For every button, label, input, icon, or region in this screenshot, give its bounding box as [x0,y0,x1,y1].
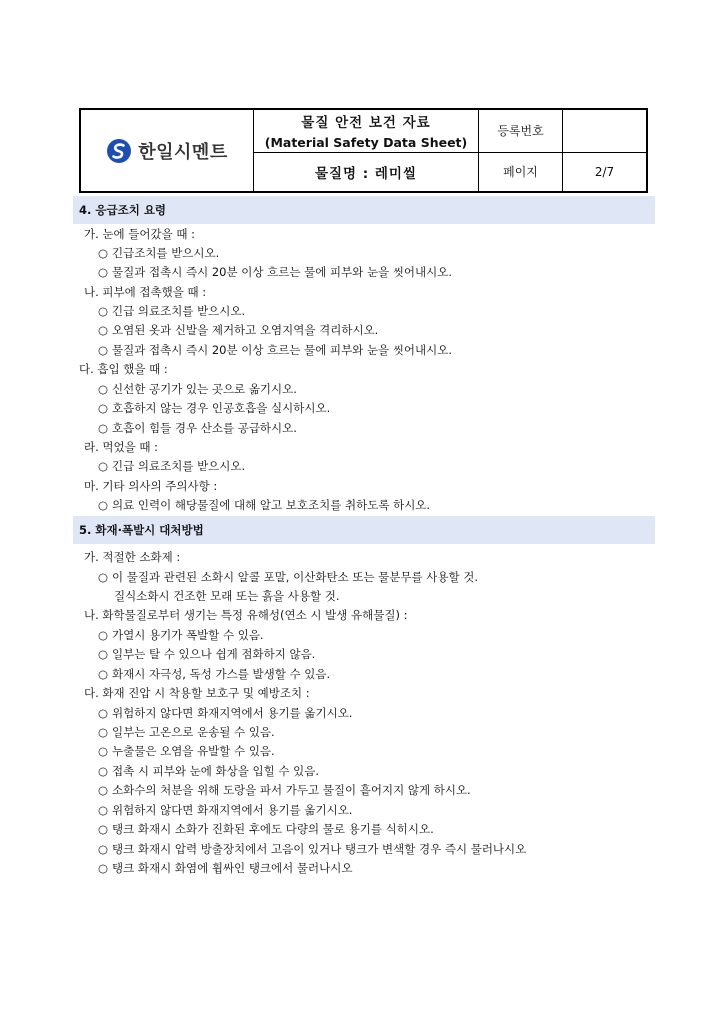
list-item: ○ 긴급 의료조치를 받으시오. [98,304,246,318]
bullet-icon: ○ [98,764,109,778]
list-item: ○ 오염된 옷과 신발을 제거하고 오염지역을 격리하시오. [98,323,379,337]
bullet-icon: ○ [98,647,109,661]
group-label: 마. 기타 의사의 주의사항 : [84,479,218,493]
page-label: 페이지 [479,152,563,192]
list-item: ○ 긴급조치를 받으시오. [98,246,220,260]
bullet-icon: ○ [98,783,109,797]
list-item: ○ 탱크 화재시 압력 방출장치에서 고음이 있거나 탱크가 변색할 경우 즉시 물러나시오 [98,842,527,856]
bullet-icon: ○ [98,304,109,318]
group-label: 다. 흡입 했을 때 : [79,362,168,376]
material-name-cell [254,152,479,192]
list-item: ○ 물질과 접촉시 즉시 20분 이상 흐르는 물에 피부와 눈을 씻어내시오. [98,265,453,279]
company-logo-icon [106,138,132,164]
list-item: ○ 가열시 용기가 폭발할 수 있음. [98,628,264,642]
material-name: 물질명 : 레미씰 [314,165,418,182]
bullet-icon: ○ [98,498,109,512]
msds-header-table [79,108,648,193]
bullet-icon: ○ [98,706,109,720]
list-item: ○ 호흡하지 않는 경우 인공호흡을 실시하시오. [98,401,331,415]
bullet-icon: ○ [98,744,109,758]
list-item-continuation: 질식소화시 건조한 모래 또는 흙을 사용할 것. [114,589,340,603]
bullet-icon: ○ [98,861,109,875]
list-item: ○ 긴급 의료조치를 받으시오. [98,459,246,473]
bullet-icon: ○ [98,401,109,415]
list-item: ○ 신선한 공기가 있는 곳으로 옮기시오. [98,382,297,396]
bullet-icon: ○ [98,323,109,337]
reg-number-value [563,109,648,152]
group-label: 가. 눈에 들어갔을 때 : [84,227,196,241]
group-label: 라. 먹었을 때 : [84,440,159,454]
list-item: ○ 위험하지 않다면 화재지역에서 용기를 옮기시오. [98,803,353,817]
group-label: 나. 피부에 접촉했을 때 : [84,285,207,299]
section-5-heading: 5. 화재·폭발시 대처방법 [73,516,655,544]
bullet-icon: ○ [98,628,109,642]
list-item: ○ 접촉 시 피부와 눈에 화상을 입힐 수 있음. [98,764,319,778]
list-item: ○ 탱크 화재시 소화가 진화된 후에도 다량의 물로 용기를 식히시오. [98,822,434,836]
group-label: 가. 적절한 소화제 : [84,550,181,564]
list-item: ○ 물질과 접촉시 즉시 20분 이상 흐르는 물에 피부와 눈을 씻어내시오. [98,343,453,357]
bullet-icon: ○ [98,570,109,584]
document-title: 물질 안전 보건 자료 [301,115,431,132]
section-4-heading: 4. 응급조치 요령 [73,196,655,224]
list-item: ○ 소화수의 처분을 위해 도랑을 파서 가두고 물질이 흩어지지 않게 하시오. [98,783,471,797]
company-name: 한일시멘트 [138,141,228,163]
list-item: ○ 위험하지 않다면 화재지역에서 용기를 옮기시오. [98,706,353,720]
list-item: ○ 누출물은 오염을 유발할 수 있음. [98,744,275,758]
list-item: ○ 일부는 고온으로 운송될 수 있음. [98,725,275,739]
bullet-icon: ○ [98,459,109,473]
bullet-icon: ○ [98,382,109,396]
bullet-icon: ○ [98,822,109,836]
bullet-icon: ○ [98,246,109,260]
group-label: 다. 화재 진압 시 착용할 보호구 및 예방조치 : [84,686,310,700]
list-item: ○ 일부는 탈 수 있으나 쉽게 점화하지 않음. [98,647,316,661]
logo-cell [80,109,254,192]
list-item: ○ 이 물질과 관련된 소화시 알콜 포말, 이산화탄소 또는 물분무를 사용할 것. [98,570,479,584]
group-label: 나. 화학물질로부터 생기는 특정 유해성(연소 시 발생 유해물질) : [84,608,408,622]
list-item: ○ 의료 인력이 해당물질에 대해 알고 보호조치를 취하도록 하시오. [98,498,431,512]
bullet-icon: ○ [98,842,109,856]
reg-number-label: 등록번호 [479,109,563,152]
title-cell [254,109,479,152]
bullet-icon: ○ [98,343,109,357]
bullet-icon: ○ [98,421,109,435]
bullet-icon: ○ [98,667,109,681]
document-subtitle: (Material Safety Data Sheet) [264,135,468,151]
page-number: 2/7 [563,152,648,192]
company-logo [81,138,253,164]
bullet-icon: ○ [98,725,109,739]
list-item: ○ 탱크 화재시 화염에 휩싸인 탱크에서 물러나시오 [98,861,353,875]
list-item: ○ 호흡이 힘들 경우 산소를 공급하시오. [98,421,297,435]
bullet-icon: ○ [98,803,109,817]
bullet-icon: ○ [98,265,109,279]
list-item: ○ 화재시 자극성, 독성 가스를 발생할 수 있음. [98,667,331,681]
